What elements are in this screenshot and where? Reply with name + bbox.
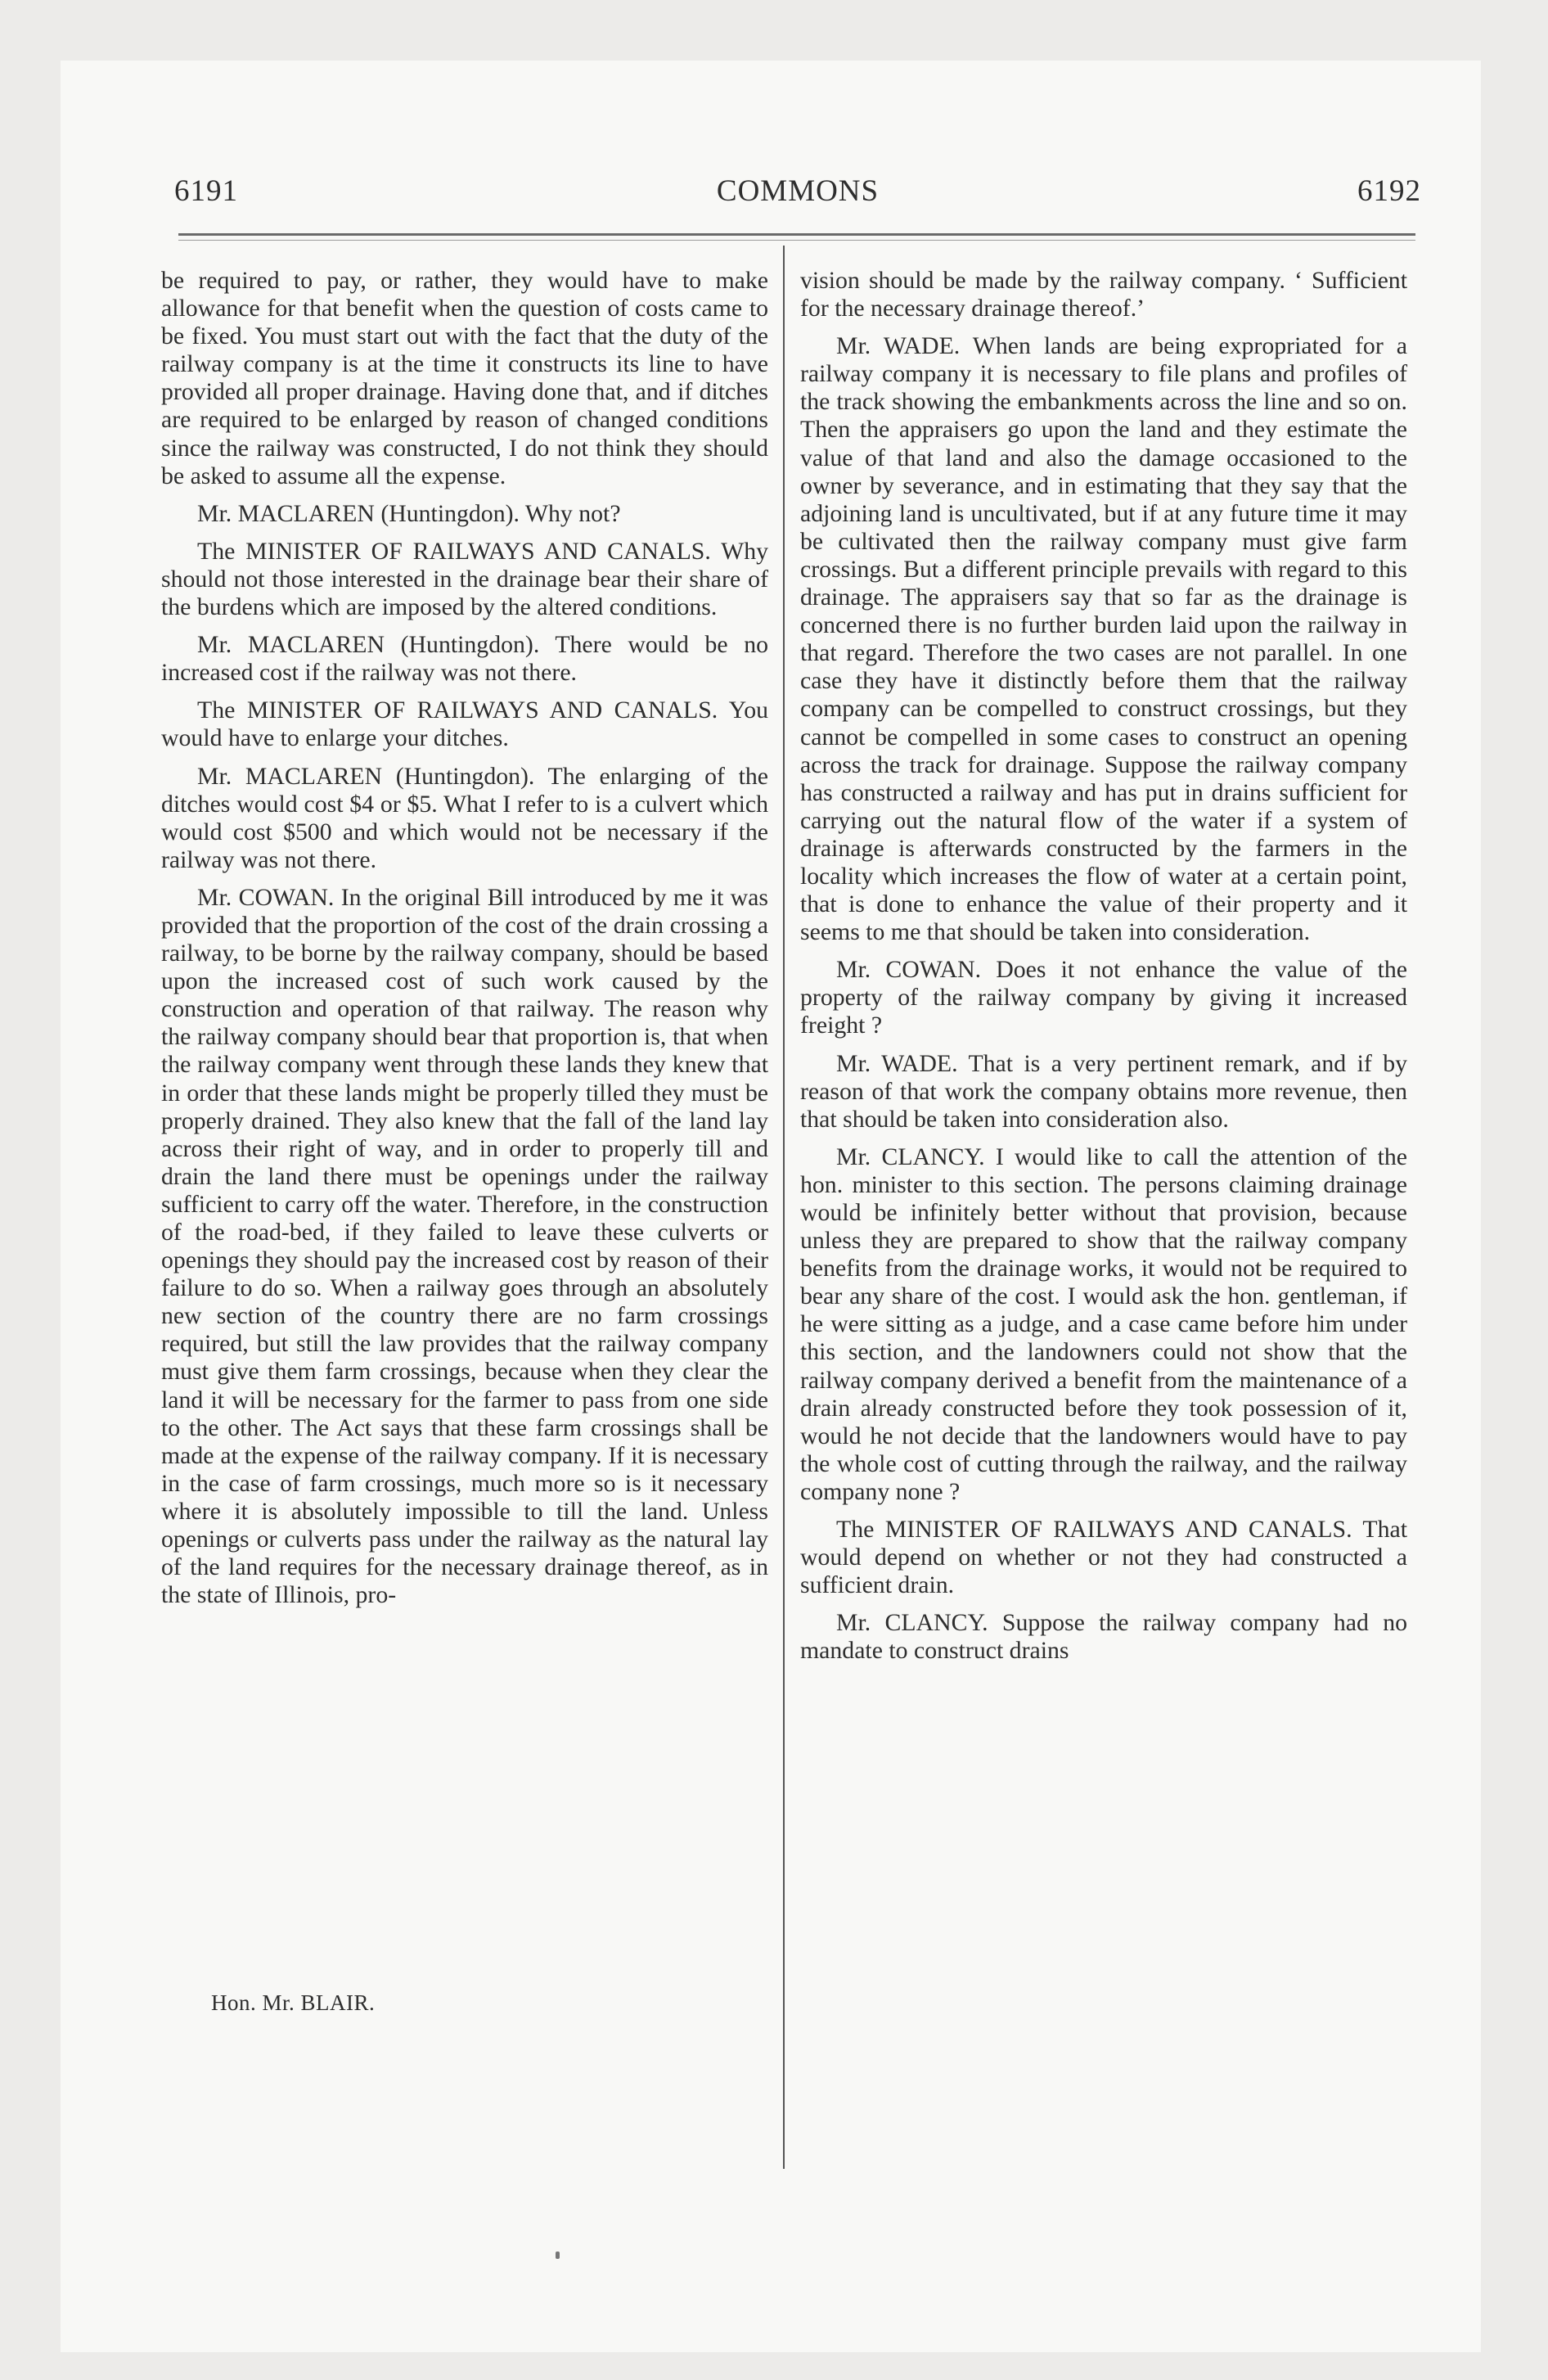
- paragraph: The MINISTER OF RAILWAYS AND CANALS. You would have to enlarge your ditches.: [161, 696, 768, 752]
- paragraph: Mr. COWAN. Does it not enhance the value of the property of the railway company by giving it increased freight ?: [800, 956, 1407, 1039]
- paragraph: Mr. CLANCY. Suppose the railway company had no mandate to construct drains: [800, 1609, 1407, 1665]
- section-title: COMMONS: [716, 174, 880, 208]
- paragraph: be required to pay, or rather, they would have to make allowance for that benefit when the question of costs came to be fixed. You must start out with the fact that the duty of the railway company is at the time it constructs its line to have provided all proper drainage. Having done that, and if ditches are required to be enlarged by reason of changed conditions since the railway was constructed, I do not think they should be asked to assume all the expense.: [161, 267, 768, 489]
- column-divider: [783, 246, 785, 2169]
- paragraph: The MINISTER OF RAILWAYS AND CANALS. Why should not those interested in the drainage bear their share of the burdens which are imposed by the altered conditions.: [161, 537, 768, 621]
- paragraph: Mr. WADE. When lands are being expropriated for a railway company it is necessary to file plans and profiles of the track showing the embankments across the line and so on. Then the appraisers go upon the land and they estimate the value of that land and also the damage occasioned to the owner by severance, and in estimating that they say that the adjoining land is uncultivated, but if at any future time it may be cultivated then the railway company must give farm crossings. But a different principle prevails with regard to this drainage. The appraisers say that so far as the drainage is concerned there is no further burden laid upon the railway in that regard. Therefore the two cases are not parallel. In one case they have it distinctly before them that the railway company can be compelled to construct crossings, but they cannot be compelled in some cases to construct an opening across the track for drainage. Suppose the railway company has constructed a railway and has put in drains sufficient for carrying out the natural flow of the water if a system of drainage is afterwards constructed by the farmers in the locality which increases the flow of water at a certain point, that is done to enhance the value of their property and it seems to me that should be taken into consideration.: [800, 332, 1407, 946]
- paragraph: Mr. MACLAREN (Huntingdon). Why not?: [197, 499, 621, 527]
- right-column: [800, 267, 1407, 2174]
- print-speck: [556, 2252, 560, 2259]
- page-number-right: 6192: [1357, 174, 1421, 208]
- left-column: [161, 267, 768, 2174]
- speaker-footer: Hon. Mr. BLAIR.: [211, 1990, 376, 2015]
- paragraph: Mr. COWAN. In the original Bill introduced by me it was provided that the proportion of the cost of the drain crossing a railway, to be borne by the railway company, should be based upon the increased cost of such work caused by the construction and operation of that railway. The reason why the railway company should bear that proportion is, that when the railway company went through these lands they knew that in order that these lands might be properly tilled they must be properly drained. They also knew that the fall of the land lay across their right of way, and in order to properly till and drain the land there must be openings under the railway sufficient to carry off the water. Therefore, in the construction of the road-bed, if they failed to leave these culverts or openings they should pay the increased cost by reason of their failure to do so. When a railway goes through an absolutely new section of the country there are no farm crossings required, but still the law provides that the railway company must give them farm crossings, because when they clear the land it will be necessary for the farmer to pass from one side to the other. The Act says that these farm crossings shall be made at the expense of the railway company. If it is necessary in the case of farm crossings, much more so is it necessary where it is absolutely impossible to till the land. Unless openings or culverts pass under the railway as the natural lay of the land requires for the necessary drainage thereof, as in the state of Illinois, pro-: [161, 883, 768, 1609]
- paragraph: The MINISTER OF RAILWAYS AND CANALS. That would depend on whether or not they had constructed a sufficient drain.: [800, 1516, 1407, 1599]
- page-header: [174, 174, 1421, 214]
- paragraph: Mr. WADE. That is a very pertinent remark, and if by reason of that work the company obtains more revenue, then that should be taken into consideration also.: [800, 1049, 1407, 1133]
- page-number-left: 6191: [174, 174, 238, 208]
- paragraph: Mr. MACLAREN (Huntingdon). The enlarging of the ditches would cost $4 or $5. What I refer to is a culvert which would cost $500 and which would not be necessary if the railway was not there.: [161, 762, 768, 873]
- header-rule: [178, 233, 1415, 236]
- header-rule-thin: [178, 240, 1415, 241]
- paragraph: vision should be made by the railway company. ‘ Sufficient for the necessary drainage thereof.’: [800, 267, 1407, 322]
- paragraph: Mr. MACLAREN (Huntingdon). There would be no increased cost if the railway was not there.: [161, 631, 768, 687]
- paragraph: Mr. CLANCY. I would like to call the attention of the hon. minister to this section. The persons claiming drainage would be infinitely better without that provision, because unless they are prepared to show that the railway company benefits from the drainage works, it would not be required to bear any share of the cost. I would ask the hon. gentleman, if he were sitting as a judge, and a case came before him under this section, and the landowners could not show that the railway company derived a benefit from the maintenance of a drain already constructed before they took possession of it, would he not decide that the landowners would have to pay the whole cost of cutting through the railway, and the railway company none ?: [800, 1143, 1407, 1505]
